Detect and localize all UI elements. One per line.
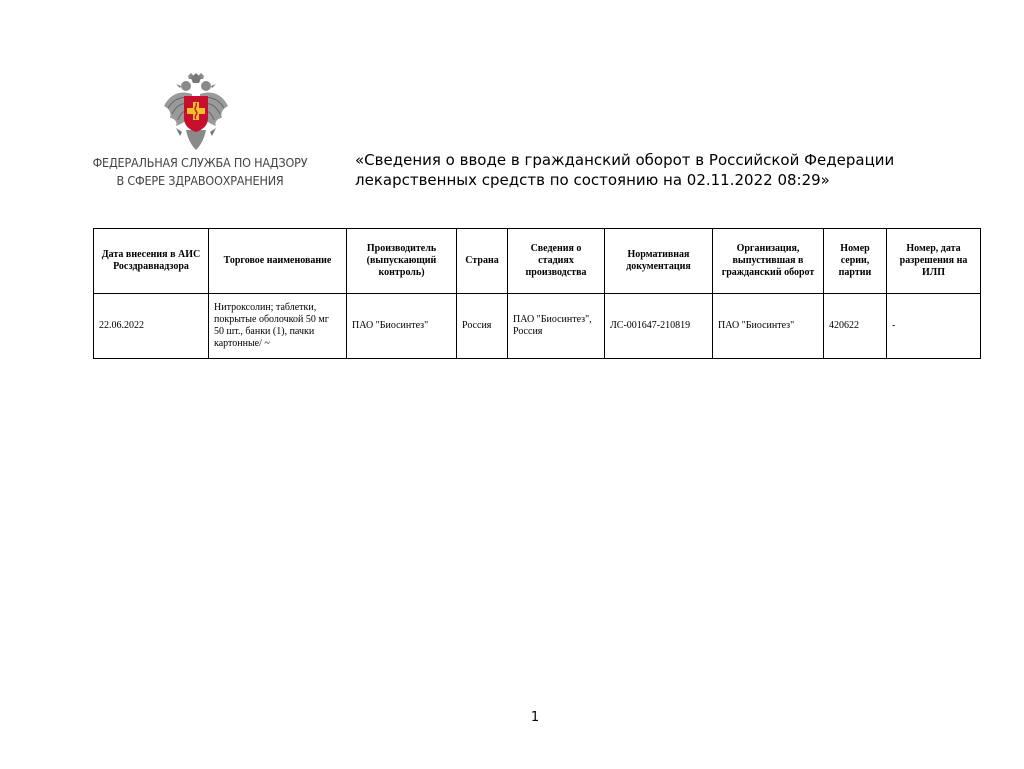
circulation-table — [93, 228, 981, 359]
cell-organization: ПАО "Биосинтез" — [713, 294, 824, 359]
table-header-row — [94, 229, 981, 294]
report-title-line2: лекарственных средств по состоянию на 02.11.2022 08:29» — [355, 171, 830, 189]
column-header: Нормативная документация — [605, 229, 713, 294]
column-header: Номер, дата разрешения на ИЛП — [887, 229, 981, 294]
column-header: Организация, выпустившая в гражданский оборот — [713, 229, 824, 294]
cell-normative-doc: ЛС-001647-210819 — [605, 294, 713, 359]
column-header: Сведения о стадиях производства — [508, 229, 605, 294]
page-number: 1 — [530, 710, 540, 725]
report-title-line1: «Сведения о вводе в гражданский оборот в Российской Федерации — [355, 151, 895, 169]
column-header: Страна — [457, 229, 508, 294]
report-title — [355, 150, 915, 190]
column-header: Торговое наименование — [209, 229, 347, 294]
agency-name-line2: В СФЕРЕ ЗДРАВООХРАНЕНИЯ — [116, 173, 284, 188]
cell-country: Россия — [457, 294, 508, 359]
column-header: Дата внесения в АИС Росздравнадзора — [94, 229, 209, 294]
column-header: Производитель (выпускающий контроль) — [347, 229, 457, 294]
roszdravnadzor-emblem — [162, 72, 230, 152]
cell-batch: 420622 — [824, 294, 887, 359]
cell-stages: ПАО "Биосинтез", Россия — [508, 294, 605, 359]
cell-ilp-permit: - — [887, 294, 981, 359]
agency-name-line1: ФЕДЕРАЛЬНАЯ СЛУЖБА ПО НАДЗОРУ — [92, 155, 308, 170]
cell-date: 22.06.2022 — [94, 294, 209, 359]
column-header: Номер серии, партии — [824, 229, 887, 294]
cell-manufacturer: ПАО "Биосинтез" — [347, 294, 457, 359]
agency-name — [92, 154, 308, 190]
table-row — [94, 294, 981, 359]
cell-trade-name: Нитроксолин; таблетки, покрытые оболочкой 50 мг 50 шт., банки (1), пачки картонные/ ~ — [209, 294, 347, 359]
